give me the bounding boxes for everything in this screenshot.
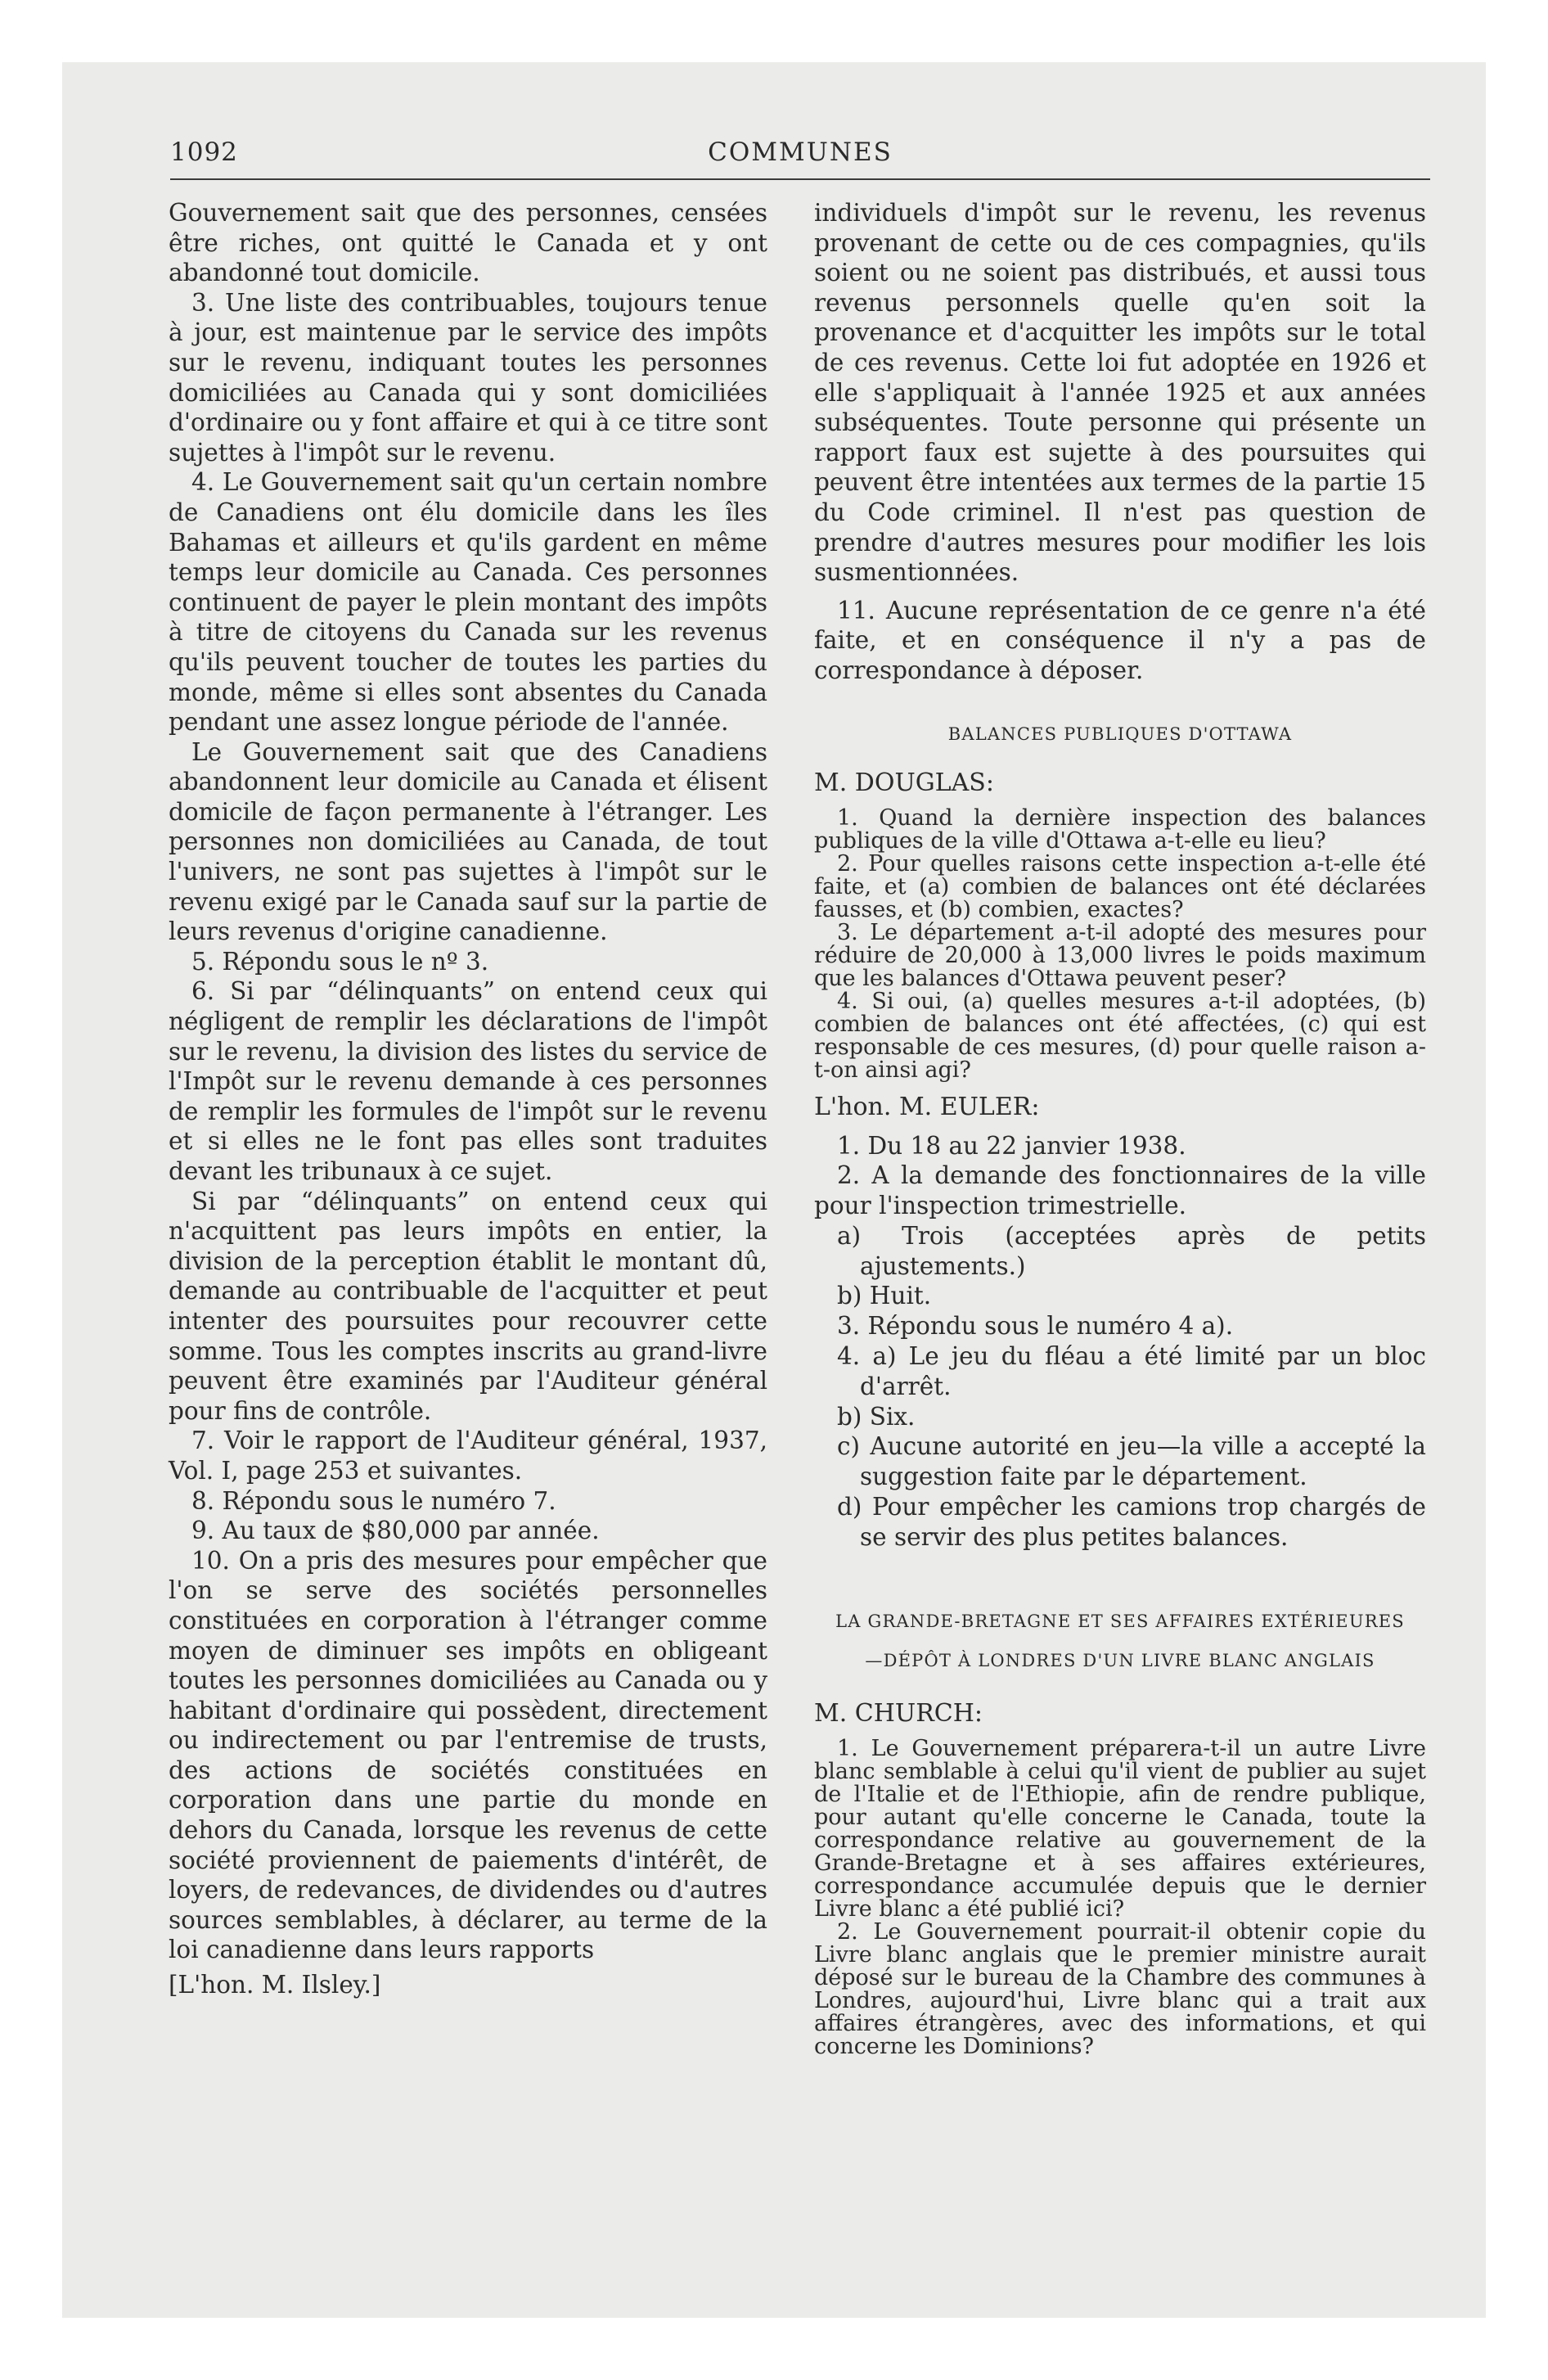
paragraph: 4. Le Gouvernement sait qu'un certain nombre de Canadiens ont élu domicile dans les îles Bahamas et ailleurs et qu'ils gardent en même temps leur domicile au Canada. Ces personnes continuent de payer le plein montant des impôts à titre de citoyens du Canada sur les revenus qu'ils peuvent toucher de toutes les parties du monde, même si elles sont absentes du Canada pendant une assez longue période de l'année. (169, 468, 767, 737)
question-list (814, 1735, 1426, 2059)
answer: 3. Répondu sous le numéro 4 a). (837, 1312, 1234, 1341)
paragraph: Si par “délinquants” on entend ceux qui n'acquittent pas leurs impôts en entier, la division de la perception établit le montant dû, demande au contribuable de l'acquitter et peut intenter des poursuites pour recouvrer cette somme. Tous les comptes inscrits au grand-livre peuvent être examinés par l'Auditeur général pour fins de contrôle. (169, 1187, 767, 1425)
paragraph: individuels d'impôt sur le revenu, les revenus provenant de cette ou de ces compagnies, qu'ils soient ou ne soient pas distribués, et aussi tous revenus personnels quelle qu'en soit la provenance et d'acquitter les impôts sur le total de ces revenus. Cette loi fut adoptée en 1926 et elle s'appliquait à l'année 1925 et aux années subséquentes. Toute personne qui présente un rapport faux est sujette à des poursuites qui peuvent être intentées aux termes de la partie 15 du Code criminel. Il n'est pas question de prendre d'autres mesures pour modifier les lois susmentionnées. (814, 199, 1426, 587)
paragraph: Gouvernement sait que des personnes, censées être riches, ont quitté le Canada et y ont abandonné tout domicile. (169, 199, 767, 287)
question: 2. Le Gouvernement pourrait-il obtenir copie du Livre blanc anglais que le premier ministre aurait déposé sur le bureau de la Chambre des communes à Londres, aujourd'hui, Livre blanc qui a trait aux affaires étrangères, avec des informations, et qui concerne les Dominions? (814, 1918, 1426, 2059)
continued-answer (814, 198, 1426, 686)
question: 4. Si oui, (a) quelles mesures a-t-il adoptées, (b) combien de balances ont été affectées, (c) qui est responsable de ces mesures, (d) pour quelle raison a-t-on ainsi agi? (814, 988, 1426, 1083)
answer-list (814, 1131, 1426, 1553)
question: 1. Quand la dernière inspection des balances publiques de la ville d'Ottawa a-t-elle eu lieu? (814, 805, 1426, 854)
left-column (169, 198, 767, 2000)
paragraph: Le Gouvernement sait que des Canadiens abandonnent leur domicile au Canada et élisent domicile de façon permanente à l'étranger. Les personnes non domiciliées au Canada, de tout l'univers, ne sont pas sujettes à l'impôt sur le revenu exigé par le Canada sauf sur la partie de leurs revenus d'origine canadienne. (169, 737, 767, 946)
responder-name: L'hon. M. EULER: (814, 1092, 1040, 1121)
question-list (814, 807, 1426, 1082)
answer: a) Trois (acceptées après de petits ajustements.) (837, 1221, 1426, 1280)
section-heading: BALANCES PUBLIQUES D'OTTAWA (947, 723, 1293, 744)
speaker-name: M. CHURCH: (814, 1698, 983, 1728)
running-title: COMMUNES (708, 137, 893, 167)
answer: 2. A la demande des fonctionnaires de la ville pour l'inspection trimestrielle. (814, 1161, 1426, 1220)
paragraph: 3. Une liste des contribuables, toujours tenue à jour, est maintenue par le service des impôts sur le revenu, indiquant toutes les personnes domiciliées au Canada qui y sont domiciliées d'ordinaire ou y font affaire et qui à ce titre sont sujettes à l'impôt sur le revenu. (169, 288, 767, 467)
paragraph: 10. On a pris des mesures pour empêcher que l'on se serve des sociétés personnelles constituées en corporation à l'étranger comme moyen de diminuer ses impôts en obligeant toutes les personnes domiciliées au Canada ou y habitant d'ordinaire qui possèdent, directement ou indirectement ou par l'entremise de trusts, des actions de sociétés constituées en corporation dans une partie du monde en dehors du Canada, lorsque les revenus de cette société proviennent de paiements d'intérêt, de loyers, de redevances, de dividendes ou d'autres sources semblables, à déclarer, au terme de la loi canadienne dans leurs rapports (169, 1546, 767, 1964)
section-heading-line: LA GRANDE-BRETAGNE ET SES AFFAIRES EXTÉRIEURES (835, 1611, 1405, 1631)
answer: 4. a) Le jeu du fléau a été limité par un bloc d'arrêt. (837, 1342, 1426, 1400)
question: 1. Le Gouvernement préparera-t-il un autre Livre blanc semblable à celui qu'il vient de publier au sujet de l'Italie et de l'Ethiopie, afin de rendre publique, pour autant qu'elle concerne le Canada, toute la correspondance relative au gouvernement de la Grande-Bretagne et à ses affaires extérieures, correspondance accumulée depuis que le dernier Livre blanc a été publié ici? (814, 1735, 1426, 1922)
paragraph: 6. Si par “délinquants” on entend ceux qui négligent de remplir les déclarations de l'impôt sur le revenu, la division des listes du service de l'Impôt sur le revenu demande à ces personnes de remplir les formules de l'impôt sur le revenu et si elles ne le font pas elles sont traduites devant les tribunaux à ce sujet. (169, 977, 767, 1185)
speaker-citation: [L'hon. M. Ilsley.] (169, 1971, 381, 1999)
page-number: 1092 (170, 137, 238, 167)
question: 3. Le département a-t-il adopté des mesures pour réduire de 20,000 à 13,000 livres le poids maximum que les balances d'Ottawa peuvent peser? (814, 919, 1426, 991)
right-column (814, 198, 1426, 2058)
answer: c) Aucune autorité en jeu—la ville a accepté la suggestion faite par le département. (837, 1432, 1426, 1491)
page-header (170, 137, 1430, 174)
answer: b) Six. (837, 1402, 916, 1431)
answer: d) Pour empêcher les camions trop chargés de se servir des plus petites balances. (837, 1493, 1426, 1551)
header-rule (170, 178, 1430, 180)
paragraph: 8. Répondu sous le numéro 7. (191, 1486, 556, 1515)
answer: 1. Du 18 au 22 janvier 1938. (837, 1131, 1186, 1160)
paragraph: 5. Répondu sous le nº 3. (191, 947, 489, 976)
paragraph: 11. Aucune représentation de ce genre n'a été faite, et en conséquence il n'y a pas de correspondance à déposer. (814, 596, 1426, 684)
answer: b) Huit. (837, 1282, 932, 1310)
paragraph: 9. Au taux de $80,000 par année. (191, 1517, 600, 1545)
section-heading (814, 1602, 1426, 1680)
section-heading-line: —DÉPÔT À LONDRES D'UN LIVRE BLANC ANGLAIS (865, 1650, 1375, 1670)
question: 2. Pour quelles raisons cette inspection a-t-elle été faite, et (a) combien de balances ont été déclarées fausses, et (b) combien, exactes? (814, 850, 1426, 922)
speaker-name: M. DOUGLAS: (814, 768, 994, 797)
paragraph: 7. Voir le rapport de l'Auditeur général, 1937, Vol. I, page 253 et suivantes. (169, 1427, 767, 1485)
